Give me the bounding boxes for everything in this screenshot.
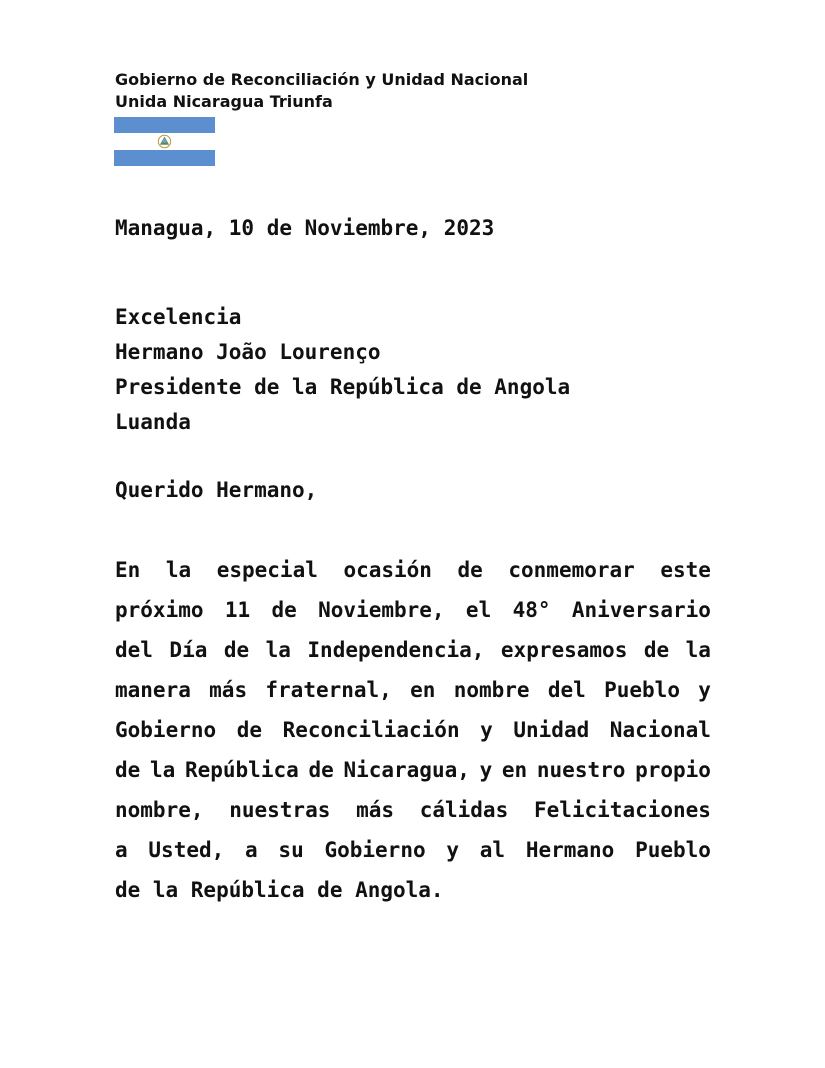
addressee-city: Luanda (115, 410, 191, 434)
body-line (115, 833, 711, 873)
body-word: la (149, 758, 176, 782)
body-word: en (410, 678, 436, 702)
body-word: República (190, 878, 305, 902)
letter-date: Managua, 10 de Noviembre, 2023 (115, 216, 495, 240)
body-word: 11 (224, 598, 251, 622)
body-word: este (660, 558, 711, 582)
body-word: de (643, 638, 670, 662)
body-word: de (308, 758, 334, 782)
body-word: su (278, 838, 304, 862)
body-word: nuestro (536, 758, 626, 782)
body-word: nuestras (229, 798, 331, 822)
body-word: a (115, 838, 128, 862)
body-word: del (547, 678, 586, 702)
body-word: Día (169, 638, 208, 662)
body-word: En (115, 558, 141, 582)
body-word: Nicaragua, (343, 758, 470, 782)
body-word: conmemorar (508, 558, 635, 582)
body-word: de (115, 758, 141, 782)
flag-top-band (114, 117, 215, 133)
body-word: de (115, 878, 141, 902)
body-word: Hermano (525, 838, 615, 862)
letter-body (115, 553, 711, 913)
body-word: la (165, 558, 192, 582)
body-word: Usted, (148, 838, 225, 862)
body-word: y (698, 678, 711, 702)
flag-bottom-band (114, 150, 215, 166)
body-word: a (245, 838, 258, 862)
body-word: Unidad (513, 718, 590, 742)
body-word: de (317, 878, 343, 902)
body-word: del (115, 638, 153, 662)
body-word: Angola. (355, 878, 444, 902)
body-line (115, 793, 711, 833)
body-word: más (209, 678, 248, 702)
letterhead-motto: Unida Nicaragua Triunfa (115, 92, 333, 111)
body-word: Noviembre, (318, 598, 445, 622)
body-word: Reconciliación (282, 718, 460, 742)
body-line (115, 873, 711, 913)
body-word: República (184, 758, 299, 782)
body-word: nombre, (115, 798, 204, 822)
body-word: de (457, 558, 483, 582)
body-word: Gobierno (324, 838, 426, 862)
letterhead-government-name: Gobierno de Reconciliación y Unidad Nacional (115, 70, 529, 89)
body-word: Felicitaciones (533, 798, 711, 822)
body-line (115, 593, 711, 633)
addressee-title: Excelencia (115, 305, 242, 329)
body-word: más (356, 798, 395, 822)
body-word: fraternal, (265, 678, 392, 702)
body-word: de (236, 718, 263, 742)
body-word: próximo (115, 598, 204, 622)
body-line (115, 713, 711, 753)
body-word: de (271, 598, 297, 622)
body-line (115, 633, 711, 673)
body-word: 48° (512, 598, 551, 622)
body-word: Nacional (609, 718, 711, 742)
addressee-position: Presidente de la República de Angola (115, 375, 571, 399)
body-word: el (465, 598, 492, 622)
body-word: ocasión (343, 558, 432, 582)
body-word: expresamos (500, 638, 628, 662)
addressee-block (115, 302, 570, 442)
body-word: en (501, 758, 528, 782)
body-word: propio (635, 758, 711, 782)
body-line (115, 753, 711, 793)
body-word: Aniversario (571, 598, 711, 622)
body-word: cálidas (419, 798, 509, 822)
body-word: y (446, 838, 460, 862)
body-word: al (479, 838, 506, 862)
body-word: Gobierno (115, 718, 217, 742)
body-word: Independencia, (307, 638, 485, 662)
letterhead (115, 69, 528, 113)
body-line (115, 553, 711, 593)
salutation: Querido Hermano, (115, 478, 318, 502)
body-word: la (685, 638, 711, 662)
body-word: especial (216, 558, 318, 582)
nicaragua-flag-icon (114, 117, 215, 166)
body-word: Pueblo (635, 838, 711, 862)
addressee-name: Hermano João Lourenço (115, 340, 381, 364)
body-word: la (265, 638, 291, 662)
body-word: y (480, 718, 493, 742)
body-word: la (152, 878, 179, 902)
body-line (115, 673, 711, 713)
coat-of-arms-icon (157, 134, 172, 149)
body-word: manera (115, 678, 191, 702)
body-word: Pueblo (604, 678, 680, 702)
body-word: de (223, 638, 250, 662)
body-word: y (479, 758, 493, 782)
body-word: nombre (453, 678, 530, 702)
